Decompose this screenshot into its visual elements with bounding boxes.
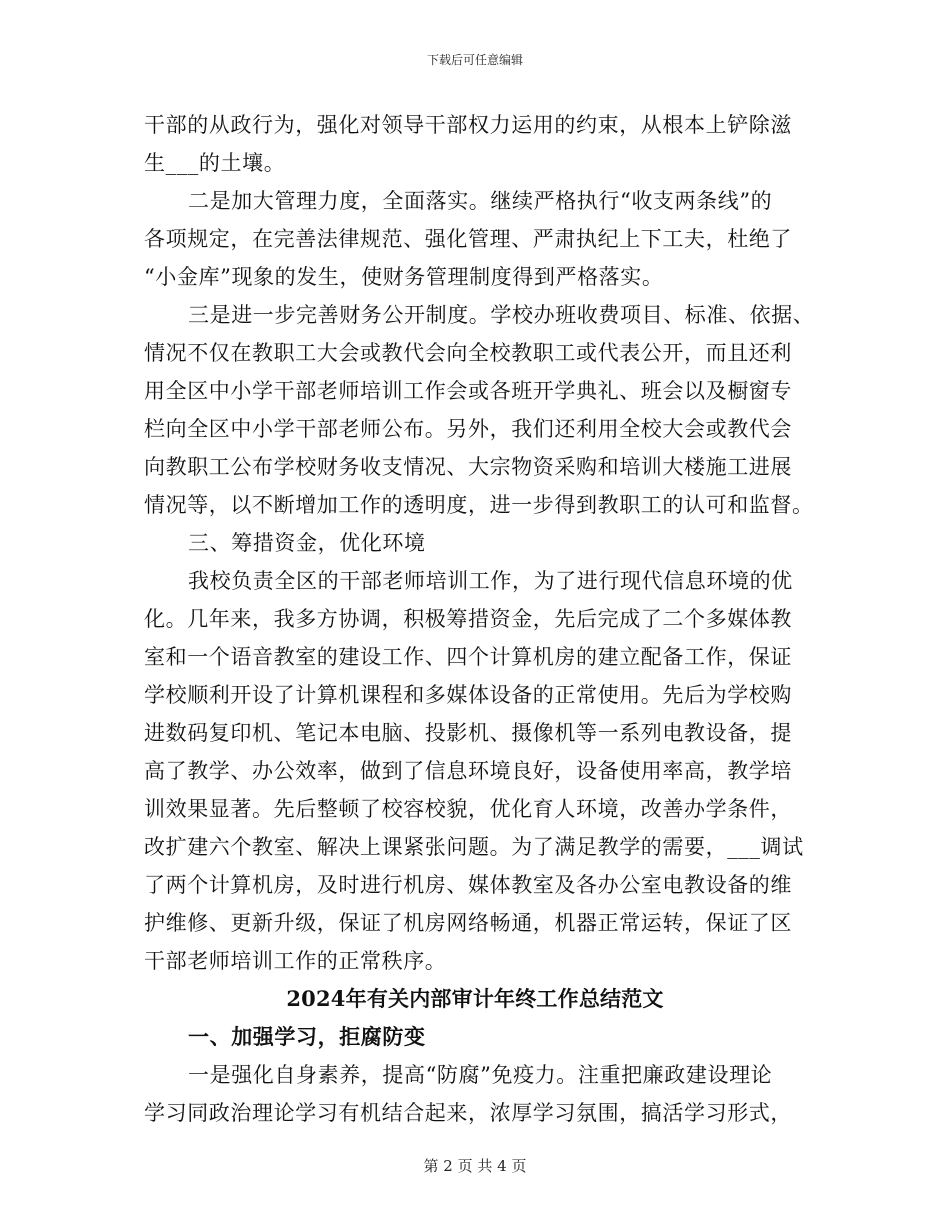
body-line: 干部的从政行为，强化对领导干部权力运用的约束，从根本上铲除滋 — [144, 113, 792, 137]
page-header-note: 下载后可任意编辑 — [426, 53, 523, 67]
body-line: 进数码复印机、笔记本电脑、投影机、摄像机等一系列电教设备，提 — [144, 721, 792, 745]
body-line: 训效果显著。先后整顿了校容校貌，优化育人环境，改善办学条件， — [144, 797, 792, 821]
body-line: 改扩建六个教室、解决上课紧张问题。为了满足教学的需要，___调试 — [144, 835, 804, 859]
body-line: 用全区中小学干部老师培训工作会或各班开学典礼、班会以及橱窗专 — [144, 379, 792, 403]
body-line: 干部老师培训工作的正常秩序。 — [144, 949, 447, 973]
paragraph-start-line: 我校负责全区的干部老师培训工作，为了进行现代信息环境的优 — [188, 569, 793, 593]
paragraph-start-line: 二是加大管理力度，全面落实。继续严格执行“收支两条线”的 — [188, 189, 773, 213]
body-line: 学校顺利开设了计算机课程和多媒体设备的正常使用。先后为学校购 — [144, 683, 792, 707]
body-line: “小金库”现象的发生，使财务管理制度得到严格落实。 — [144, 265, 664, 289]
body-line: 了两个计算机房，及时进行机房、媒体教室及各办公室电教设备的维 — [144, 873, 792, 897]
body-line: 向教职工公布学校财务收支情况、大宗物资采购和培训大楼施工进展 — [144, 455, 792, 479]
paragraph-start-line: 一是强化自身素养，提高“防腐”免疫力。注重把廉政建设理论 — [188, 1063, 773, 1087]
section-heading: 三、筹措资金，优化环境 — [188, 531, 426, 555]
section-heading: 一、加强学习，拒腐防变 — [188, 1024, 426, 1049]
body-line: 各项规定，在完善法律规范、强化管理、严肃执纪上下工夫，杜绝了 — [144, 227, 792, 251]
body-line: 学习同政治理论学习有机结合起来，浓厚学习氛围，搞活学习形式， — [144, 1101, 792, 1125]
paragraph-start-line: 三是进一步完善财务公开制度。学校办班收费项目、标准、依据、 — [188, 303, 815, 327]
body-line: 生___的土壤。 — [144, 151, 286, 175]
body-line: 情况等，以不断增加工作的透明度，进一步得到教职工的认可和监督。 — [144, 493, 814, 517]
body-line: 室和一个语音教室的建设工作、四个计算机房的建立配备工作，保证 — [144, 645, 792, 669]
body-line: 高了教学、办公效率，做到了信息环境良好，设备使用率高，教学培 — [144, 759, 792, 783]
body-line: 护维修、更新升级，保证了机房网络畅通，机器正常运转，保证了区 — [144, 911, 792, 935]
body-line: 情况不仅在教职工大会或教代会向全校教职工或代表公开，而且还利 — [144, 341, 792, 365]
body-line: 化。几年来，我多方协调，积极筹措资金，先后完成了二个多媒体教 — [144, 607, 792, 631]
article-title: 2024年有关内部审计年终工作总结范文 — [286, 986, 664, 1011]
body-line: 栏向全区中小学干部老师公布。另外，我们还利用全校大会或教代会 — [144, 417, 792, 441]
page-number-footer: 第 2 页 共 4 页 — [423, 1157, 527, 1175]
